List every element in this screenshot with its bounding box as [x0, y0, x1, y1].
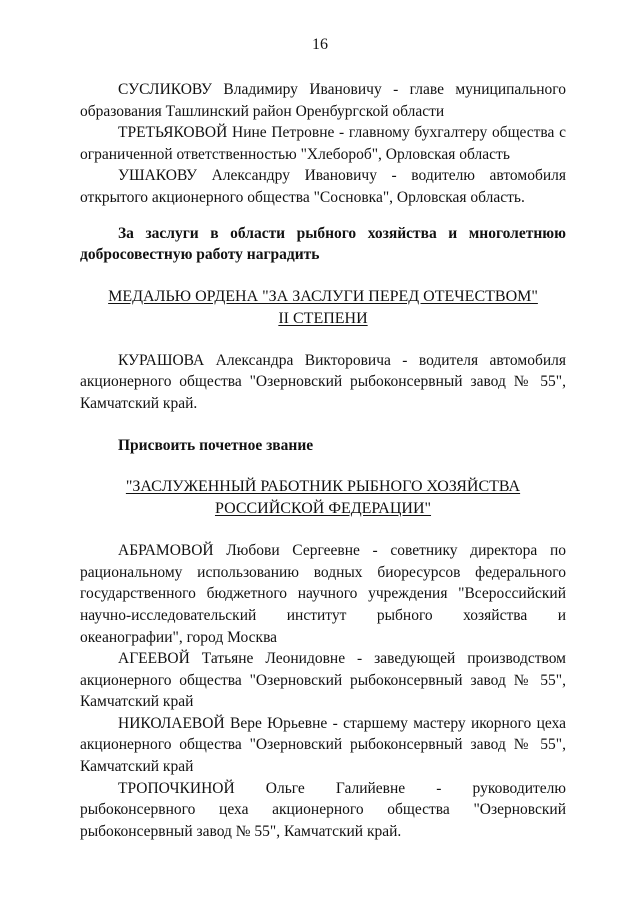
page-number: 16: [312, 36, 328, 53]
entry-ushakov: УШАКОВУ Александру Ивановичу - водителю автомобиля открытого акционерного общества "Сосновка", Орловская область.: [80, 167, 566, 206]
document-body: [80, 79, 566, 842]
entry-tropochkina: ТРОПОЧКИНОЙ Ольге Галийевне - руководителю рыбоконсервного цеха акционерного общества "Озерновский рыбоконсервный завод № 55", Камчатский край.: [80, 779, 566, 840]
honor-title-line2: РОССИЙСКОЙ ФЕДЕРАЦИИ": [214, 500, 432, 518]
honor-title: [80, 476, 566, 520]
entry-nikolaeva: НИКОЛАЕВОЙ Вере Юрьевне - старшему мастеру икорного цеха акционерного общества "Озерновский рыбоконсервный завод № 55", Камчатский край: [80, 714, 566, 776]
honor-title-line1: "ЗАСЛУЖЕННЫЙ РАБОТНИК РЫБНОГО ХОЗЯЙСТВА: [125, 478, 521, 496]
title-intro: Присвоить почетное звание: [118, 436, 314, 454]
award-intro: За заслуги в области рыбного хозяйства и многолетнюю добросовестную работу наградить: [80, 224, 566, 264]
medal-title-line1: МЕДАЛЬЮ ОРДЕНА "ЗА ЗАСЛУГИ ПЕРЕД ОТЕЧЕСТВОМ": [108, 287, 538, 305]
entry-abramova: АБРАМОВОЙ Любови Сергеевне - советнику директора по рациональному использованию водных биоресурсов федерального государственного бюджетного научного учреждения "Всероссийский научно-исследовательский институт рыбного хозяйства и океанографии", город Москва: [80, 542, 566, 646]
entry-ageeva: АГЕЕВОЙ Татьяне Леонидовне - заведующей производством акционерного общества "Озерновский рыбоконсервный завод № 55", Камчатский край: [80, 650, 566, 711]
entry-suslikov: СУСЛИКОВУ Владимиру Ивановичу - главе муниципального образования Ташлинский район Оренбургской области: [80, 81, 566, 120]
medal-title-line2: II СТЕПЕНИ: [278, 309, 368, 327]
entry-kurashov: КУРАШОВА Александра Викторовича - водителя автомобиля акционерного общества "Озерновский рыбоконсервный завод № 55", Камчатский край.: [80, 351, 566, 412]
entry-tretyakova: ТРЕТЬЯКОВОЙ Нине Петровне - главному бухгалтеру общества с ограниченной ответственностью "Хлебороб", Орловская область: [80, 124, 566, 163]
medal-title: [80, 286, 566, 330]
